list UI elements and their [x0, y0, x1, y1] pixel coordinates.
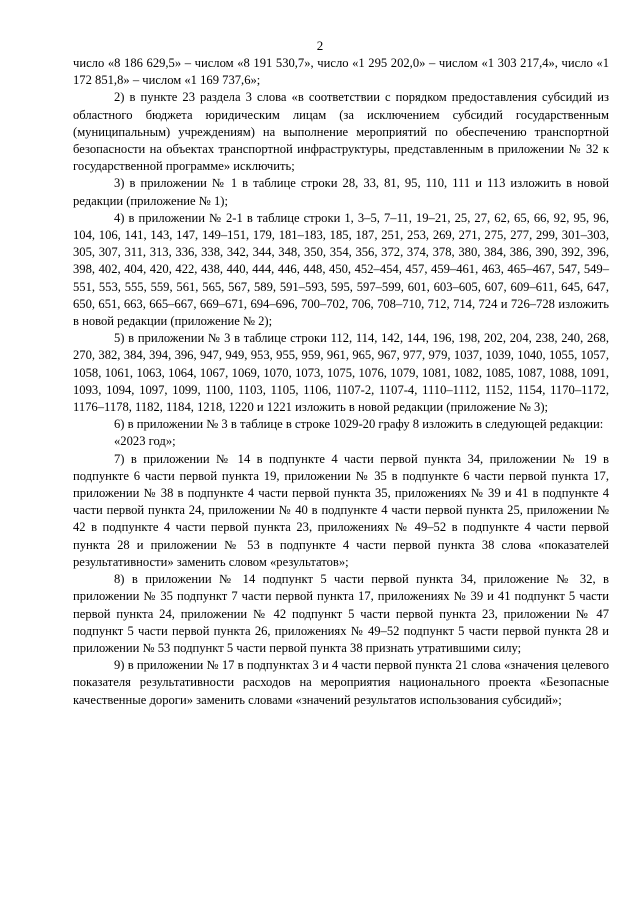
paragraph-item-3: 3) в приложении № 1 в таблице строки 28, 33, 81, 95, 110, 111 и 113 изложить в новой редакции (приложение № 1);	[73, 176, 609, 208]
paragraph-item-7: 7) в приложении № 14 в подпункте 4 части первой пункта 34, приложении № 19 в подпункте 6 части первой пункта 19, приложении № 35 в подпункте 6 части первой пункта 17, приложении № 38 в подпункте 4 части первой пункта 35, приложениях № 39 и 41 в подпункте 4 части первой пункта 24, приложении № 40 в подпункте 4 части первой пункта 25, приложении № 42 в подпункте 4 части первой пункта 23, приложениях № 49–52 в подпункте 4 части первой пункта 28 и приложении № 53 в подпункте 4 части первой пункта 38 слова «показателей результативности» заменить словом «результатов»;	[73, 451, 609, 569]
paragraph-item-5: 5) в приложении № 3 в таблице строки 112, 114, 142, 144, 196, 198, 202, 204, 238, 240, 268, 270, 382, 384, 394, 396, 947, 949, 953, 955, 959, 961, 965, 967, 977, 979, 1037, 1039, 1040, 1055, 1057, 1058, 1061, 1063, 1064, 1067, 1069, 1070, 1073, 1075, 1076, 1079, 1081, 1082, 1085, 1087, 1088, 1091, 1093, 1094, 1097, 1099, 1100, 1103, 1105, 1106, 1107-2, 1107-4, 1110–1112, 1152, 1154, 1170–1172, 1176–1178, 1182, 1184, 1218, 1220 и 1221 изложить в новой редакции (приложение № 3);	[73, 331, 609, 415]
paragraph-item-4: 4) в приложении № 2-1 в таблице строки 1, 3–5, 7–11, 19–21, 25, 27, 62, 65, 66, 92, 95, 96, 104, 106, 141, 143, 147, 149–151, 179, 181–183, 185, 187, 251, 253, 269, 271, 275, 277, 299, 301–303, 305, 307, 311, 313, 336, 338, 342, 344, 348, 350, 354, 356, 372, 374, 378, 380, 384, 386, 390, 392, 396, 398, 402, 404, 420, 422, 438, 440, 444, 446, 448, 450, 452–454, 457, 459–461, 463, 465–467, 547, 549–551, 553, 555, 559, 561, 565, 567, 589, 591–593, 595, 597–599, 601, 603–605, 607, 609–611, 645, 647, 650, 651, 663, 665–667, 669–671, 694–696, 700–702, 706, 708–710, 712, 714, 724 и 726–728 изложить в новой редакции (приложение № 2);	[73, 210, 609, 329]
paragraph-quote-2023: «2023 год»;	[114, 434, 176, 449]
paragraph-item-9: 9) в приложении № 17 в подпунктах 3 и 4 части первой пункта 21 слова «значения целевого показателя результативности расходов на мероприятия национального проекта «Безопасные качественные дороги» заменить словами «значений результатов использования субсидий»;	[73, 658, 609, 707]
page-number: 2	[316, 38, 324, 53]
paragraph-item-8: 8) в приложении № 14 подпункт 5 части первой пункта 34, приложение № 32, в приложении № 35 подпункт 7 части первой пункта 17, приложениях № 39 и 41 подпункт 5 части первой пункта 24, приложении № 42 подпункт 5 части первой пункта 23, приложении № 47 подпункт 5 части первой пункта 26, приложениях № 49–52 подпункт 5 части первой пункта 28 и приложении № 53 подпункт 5 части первой пункта 38 признать утратившими силу;	[73, 572, 609, 655]
paragraph-item-2: 2) в пункте 23 раздела 3 слова «в соответствии с порядком предоставления субсидий из областного бюджета юридическим лицам (за исключением субсидий государственным (муниципальным) учреждениям) на выполнение мероприятий по обеспечению транспортной безопасности на объектах транспортной инфраструктуры, представленным в приложении № 32 к государственной программе» исключить;	[73, 90, 609, 174]
paragraph-item-6: 6) в приложении № 3 в таблице в строке 1029-20 графу 8 изложить в следующей редакции:	[114, 417, 604, 432]
paragraph-continuation: число «8 186 629,5» – числом «8 191 530,7», число «1 295 202,0» – числом «1 303 217,4», число «1 172 851,8» – числом «1 169 737,6»;	[73, 56, 609, 88]
document-body	[73, 55, 609, 709]
